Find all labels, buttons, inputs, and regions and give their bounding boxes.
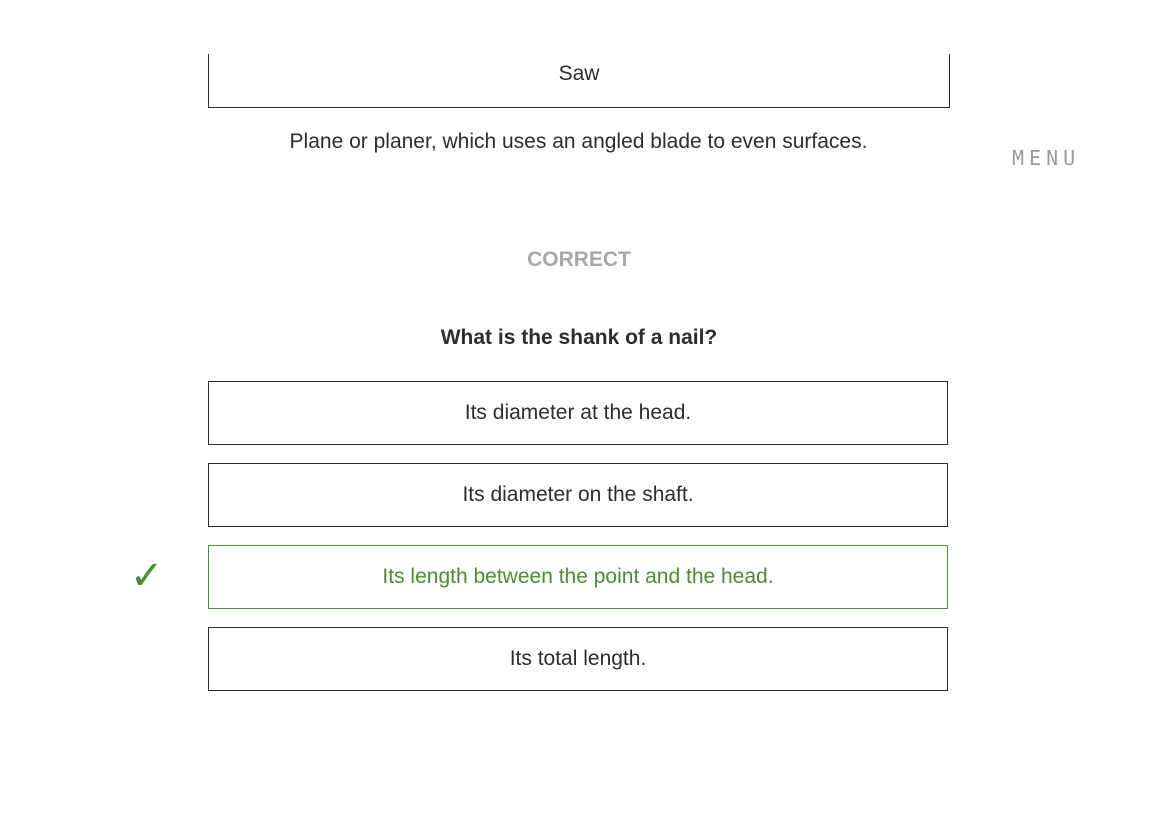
result-label: CORRECT [527,248,631,271]
answer-option-label: Its diameter at the head. [464,401,692,424]
question-text: What is the shank of a nail? [440,326,718,349]
answer-option-2[interactable] [208,463,948,527]
answer-option-1[interactable] [208,381,948,445]
answer-option-label: Its diameter on the shaft. [462,483,694,506]
checkmark-icon: ✓ [130,553,164,599]
answer-option-3-correct[interactable] [208,545,948,609]
answer-option-4[interactable] [208,627,948,691]
menu-button[interactable]: MENU [1012,146,1081,170]
answer-option-label: Its total length. [509,647,647,670]
answer-explanation [0,130,1157,154]
explanation-text: Plane or planer, which uses an angled blade to even surfaces. [289,130,868,153]
previous-answer-label: Saw [558,61,600,85]
answer-option-label: Its length between the point and the head. [382,565,774,588]
previous-answer-option[interactable] [208,54,950,108]
